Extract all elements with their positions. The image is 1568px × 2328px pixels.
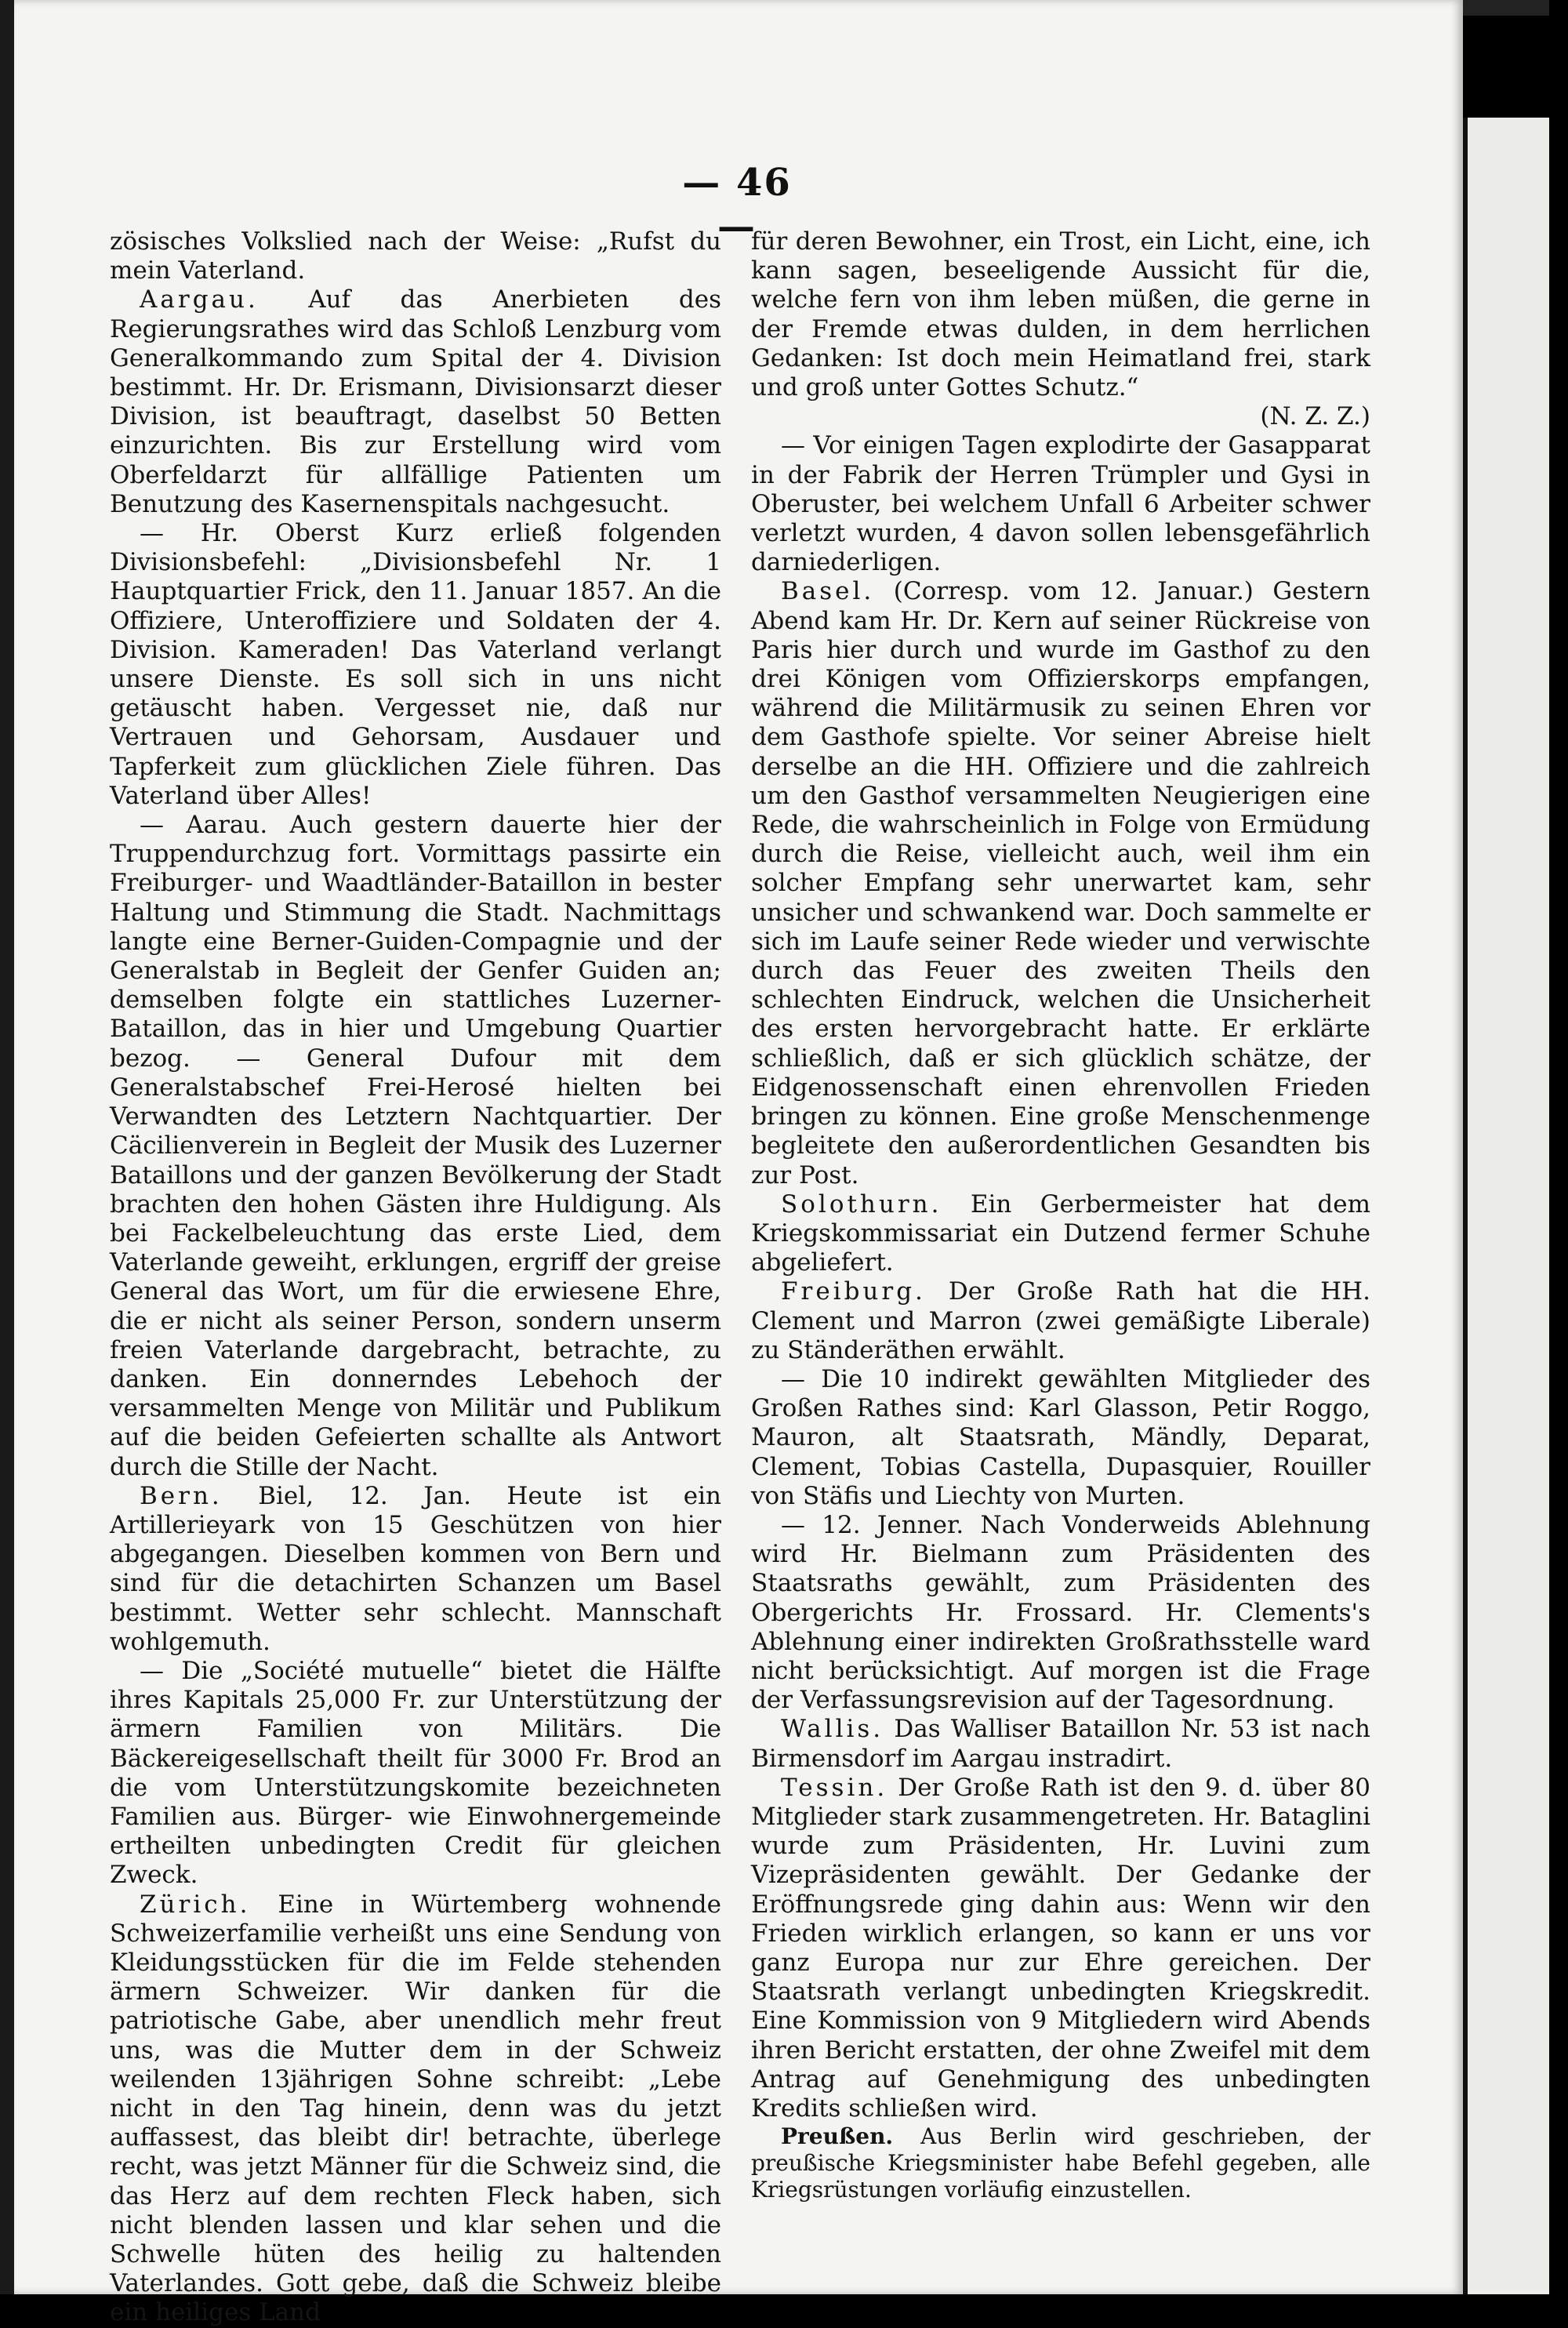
article-paragraph bbox=[751, 1715, 1370, 1773]
paragraph-text: Eine in Würtemberg wohnende Schweizerfamilie verheißt uns eine Sendung von Kleidungsstücken für die im Felde stehenden ärmern Schweizer. Wir danken für die patriotische Gabe, aber unendlich mehr freut uns, was die Mutter dem in der Schweiz weilenden 13jährigen Sohne schreibt: „Lebe nicht in den Tag hinein, denn was du jetzt auffassest, das bleibt dir! betrachte, überlege recht, was jetzt Männer für die Schweiz sind, die das Herz auf dem rechten Fleck haben, sich nicht blenden lassen und klar sehen und die Schwelle hüten des heilig zu haltenden Vaterlandes. Gott gebe, daß die Schweiz bleibe ein heiliges Land bbox=[110, 1890, 721, 2327]
source-signature: (N. Z. Z.) bbox=[1260, 402, 1370, 431]
article-paragraph bbox=[110, 227, 721, 285]
place-heading: Bern. bbox=[140, 1481, 223, 1510]
left-column bbox=[110, 227, 721, 2328]
scan-left-edge bbox=[0, 0, 14, 2294]
article-paragraph bbox=[751, 1511, 1370, 1715]
paragraph-text: Ein Gerbermeister hat dem Kriegskommissariat ein Dutzend fermer Schuhe abgeliefert. bbox=[751, 1189, 1370, 1277]
paragraph-text: Das Walliser Bataillon Nr. 53 ist nach Birmensdorf im Aargau instradirt. bbox=[751, 1715, 1370, 1773]
article-paragraph bbox=[751, 431, 1370, 577]
paragraph-text: zösisches Volkslied nach der Weise: „Rufst du mein Vaterland. bbox=[110, 227, 721, 285]
paragraph-text: — 12. Jenner. Nach Vonderweids Ablehnung wird Hr. Bielmann zum Präsidenten des Staatsraths gewählt, zum Präsidenten des Obergerichts Hr. Frossard. Hr. Clements's Ablehnung einer indirekten Großrathsstelle ward nicht berücksichtigt. Auf morgen ist die Frage der Verfassungsrevision auf der Tagesordnung. bbox=[751, 1510, 1370, 1715]
paragraph-text: Biel, 12. Jan. Heute ist ein Artillerieyark von 15 Geschützen von hier abgegangen. Dieselben kommen von Bern und sind für die detachirten Schanzen um Basel bestimmt. Wetter sehr schlecht. Mannschaft wohlgemuth. bbox=[110, 1481, 721, 1656]
article-paragraph bbox=[751, 2123, 1370, 2203]
page-number: — 46 — bbox=[682, 161, 792, 249]
article-paragraph bbox=[751, 1774, 1370, 2123]
adjacent-page-edge bbox=[1463, 118, 1554, 2294]
article-paragraph bbox=[110, 1657, 721, 1890]
paragraph-text: — Die „Société mutuelle“ bietet die Hälfte ihres Kapitals 25,000 Fr. zur Unterstützung der ärmern Familien von Militärs. Die Bäckereigesellschaft theilt für 3000 Fr. Brod an die vom Unterstützungskomite bezeichneten Familien aus. Bürger- wie Einwohnergemeinde ertheilten unbedingten Credit für gleichen Zweck. bbox=[110, 1656, 721, 1890]
article-paragraph bbox=[110, 1482, 721, 1657]
place-heading: Freiburg. bbox=[781, 1277, 926, 1306]
article-paragraph bbox=[751, 1277, 1370, 1365]
article-paragraph bbox=[110, 519, 721, 811]
place-heading: Solothurn. bbox=[781, 1189, 942, 1218]
paragraph-text: Auf das Anerbieten des Regierungsrathes wird das Schloß Lenzburg vom Generalkommando zum Spital der 4. Division bestimmt. Hr. Dr. Erismann, Divisionsarzt dieser Division, ist beauftragt, daselbst 50 Betten einzurichten. Bis zur Erstellung wird vom Oberfeldarzt für allfällige Patienten um Benutzung des Kasernenspitals nachgesucht. bbox=[110, 285, 721, 518]
paragraph-text: Der Große Rath hat die HH. Clement und Marron (zwei gemäßigte Liberale) zu Ständeräthen erwählt. bbox=[751, 1277, 1370, 1364]
article-paragraph bbox=[110, 285, 721, 519]
place-heading: Aargau. bbox=[140, 285, 259, 314]
paragraph-text: Aus Berlin wird geschrieben, der preußische Kriegsminister habe Befehl gegeben, alle Kriegsrüstungen vorläufig einzustellen. bbox=[751, 2123, 1370, 2203]
place-heading: Zürich. bbox=[140, 1890, 251, 1919]
article-paragraph bbox=[751, 1190, 1370, 1278]
place-heading: Wallis. bbox=[781, 1715, 884, 1744]
place-heading: Basel. bbox=[781, 577, 875, 606]
article-paragraph bbox=[751, 1365, 1370, 1511]
paragraph-text: — Aarau. Auch gestern dauerte hier der Truppendurchzug fort. Vormittags passirte ein Freiburger- und Waadtländer-Bataillon in bester Haltung und Stimmung die Stadt. Nachmittags langte eine Berner-Guiden-Compagnie und der Generalstab in Begleit der Genfer Guiden an; demselben folgte ein stattliches Luzerner-Bataillon, das in hier und Umgebung Quartier bezog. — General Dufour mit dem Generalstabschef Frei-Herosé hielten bei Verwandten des Letztern Nachtquartier. Der Cäcilienverein in Begleit der Musik des Luzerner Bataillons und der ganzen Bevölkerung der Stadt brachten den hohen Gästen ihre Huldigung. Als bei Fackelbeleuchtung das erste Lied, dem Vaterlande geweiht, erklungen, ergriff der greise General das Wort, um für die erwiesene Ehre, die er nicht als seiner Person, sondern unserm freien Vaterlande dargebracht, betrachte, zu danken. Ein donnerndes Lebehoch der versammelten Menge von Militär und Publikum auf die beiden Gefeierten schallte als Antwort durch die Stille der Nacht. bbox=[110, 811, 721, 1481]
article-paragraph bbox=[110, 811, 721, 1482]
paragraph-text: für deren Bewohner, ein Trost, ein Licht, eine, ich kann sagen, beseeligende Aussicht für die, welche fern von ihm leben müßen, die gerne in der Fremde etwas dulden, in dem herrlichen Gedanken: Ist doch mein Heimatland frei, stark und groß unter Gottes Schutz.“ bbox=[751, 227, 1370, 402]
paragraph-text: — Hr. Oberst Kurz erließ folgenden Divisionsbefehl: „Divisionsbefehl Nr. 1 Hauptquartier Frick, den 11. Januar 1857. An die Offiziere, Unteroffiziere und Soldaten der 4. Division. Kameraden! Das Vaterland verlangt unsere Dienste. Es soll sich in uns nicht getäuscht haben. Vergesset nie, daß nur Vertrauen und Gehorsam, Ausdauer und Tapferkeit zum glücklichen Ziele führen. Das Vaterland über Alles! bbox=[110, 519, 721, 810]
paragraph-text: (Corresp. vom 12. Januar.) Gestern Abend kam Hr. Dr. Kern auf seiner Rückreise von Paris hier durch und wurde im Gasthof zu den drei Königen vom Offizierskorps empfangen, während die Militärmusik zu seinen Ehren vor dem Gasthofe spielte. Vor seiner Abreise hielt derselbe an die HH. Offiziere und die zahlreich um den Gasthof versammelten Neugierigen eine Rede, die wahrscheinlich in Folge von Ermüdung durch die Reise, vielleicht auch, weil ihm ein solcher Empfang sehr unerwartet kam, sehr unsicher und schwankend war. Doch sammelte er sich im Laufe seiner Rede wieder und verwischte durch das Feuer des zweiten Theils den schlechten Eindruck, welchen die Unsicherheit des ersten hervorgebracht hatte. Er erklärte schließlich, daß er sich glücklich schätze, der Eidgenossenschaft einen ehrenvollen Frieden bringen zu können. Eine große Menschenmenge begleitete den außerordentlichen Gesandten bis zur Post. bbox=[751, 577, 1370, 1189]
scan-right-edge bbox=[1549, 0, 1568, 2294]
article-paragraph bbox=[110, 1890, 721, 2328]
article-paragraph bbox=[751, 577, 1370, 1189]
place-heading: Preußen. bbox=[781, 2123, 894, 2150]
right-column bbox=[751, 227, 1370, 2203]
paragraph-text: — Vor einigen Tagen explodirte der Gasapparat in der Fabrik der Herren Trümpler und Gysi in Oberuster, bei welchem Unfall 6 Arbeiter schwer verletzt wurden, 4 davon sollen lebensgefährlich darniederligen. bbox=[751, 431, 1370, 577]
place-heading: Tessin. bbox=[781, 1773, 888, 1802]
paragraph-text: Der Große Rath ist den 9. d. über 80 Mitglieder stark zusammengetreten. Hr. Bataglini wurde zum Präsidenten, Hr. Luvini zum Vizepräsidenten gewählt. Der Gedanke der Eröffnungsrede ging dahin aus: Wenn wir den Frieden wirklich erlangen, so kann er uns vor ganz Europa nur zur Ehre gereichen. Der Staatsrath verlangt unbedingten Kriegskredit. Eine Kommission von 9 Mitgliedern wird Abends ihren Bericht erstatten, der ohne Zweifel mit dem Antrag auf Genehmigung des unbedingten Kredits schließen wird. bbox=[751, 1773, 1370, 2123]
article-paragraph bbox=[751, 227, 1370, 431]
paragraph-text: — Die 10 indirekt gewählten Mitglieder des Großen Rathes sind: Karl Glasson, Petir Roggo, Mauron, alt Staatsrath, Mändly, Deparat, Clement, Tobias Castella, Dupasquier, Rouiller von Stäfis und Liechty von Murten. bbox=[751, 1364, 1370, 1510]
